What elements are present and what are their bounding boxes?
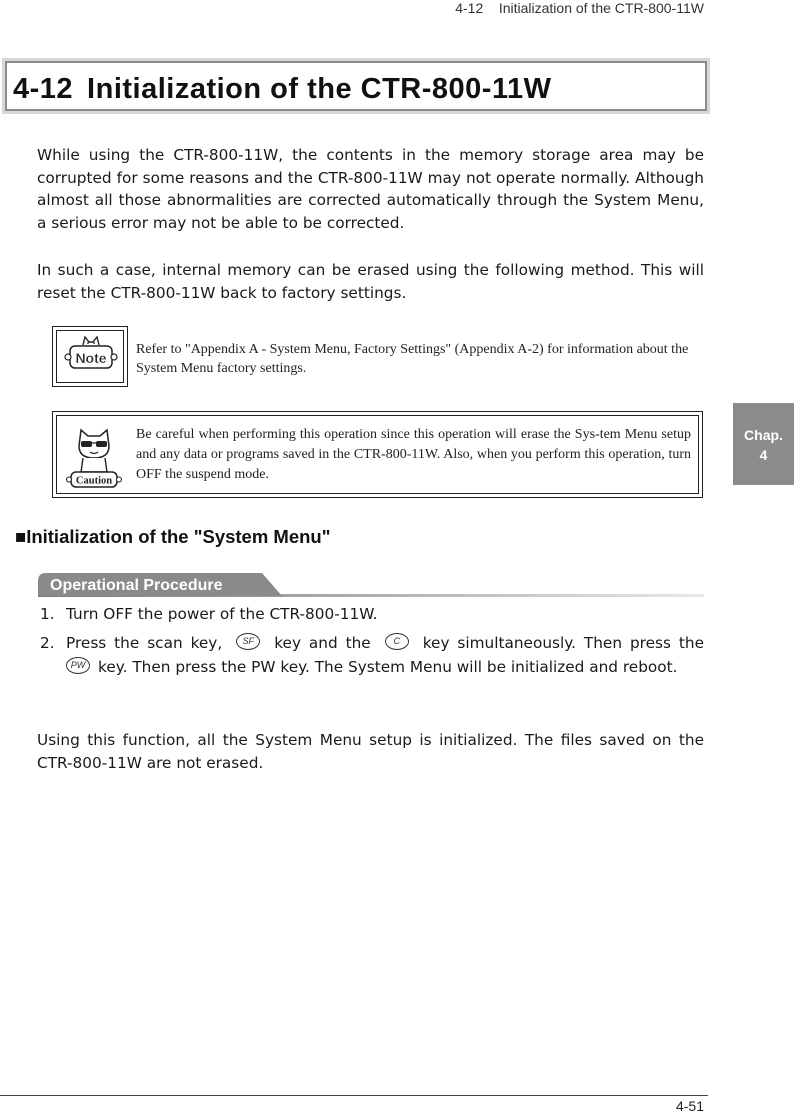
footer-divider: [0, 1095, 708, 1096]
section-bullet: ■: [15, 526, 27, 547]
chapter-tab: [733, 403, 794, 485]
page-title-box: [2, 58, 710, 114]
note-icon-frame: [56, 330, 124, 383]
running-header-section: 4-12: [455, 0, 484, 16]
procedure-step-2: [40, 631, 704, 679]
step-2-text-part-3: key simultaneously. Then press the: [422, 634, 704, 652]
running-header: [0, 0, 704, 16]
step-2-text-part-1: Press the scan key,: [66, 634, 223, 652]
closing-paragraph: Using this function, all the System Menu setup is initialized. The files saved on the CTR-800-11W are not erased.: [37, 731, 704, 772]
step-2-text-part-4: key. Then press the PW key. The System Menu will be initialized and reboot.: [98, 658, 678, 676]
pw-key-icon: PW: [66, 657, 90, 674]
note-icon-box: [52, 326, 128, 387]
page-number: 4-51: [675, 1098, 704, 1114]
step-number: 2.: [40, 634, 55, 652]
c-key-icon: C: [385, 633, 409, 650]
chapter-tab-label: Chap.: [744, 427, 783, 443]
step-number: 1.: [40, 605, 55, 623]
procedure-label: Operational Procedure: [50, 577, 223, 594]
section-heading-text: Initialization of the "System Menu": [26, 526, 331, 547]
step-2-text-part-2: key and the: [274, 634, 371, 652]
note-text: Refer to "Appendix A - System Menu, Factory Settings" (Appendix A-2) for information about the System Menu factory settings.: [136, 342, 689, 376]
procedure-step-1: [40, 602, 704, 626]
page-title: [13, 73, 551, 106]
note-icon-label: Note: [75, 350, 107, 366]
running-header-title: Initialization of the CTR-800-11W: [498, 0, 704, 16]
caution-icon-label: Caution: [75, 475, 113, 487]
page-title-text: Initialization of the CTR-800-11W: [87, 73, 552, 105]
page-title-number: 4-12: [13, 73, 74, 105]
note-icon: [57, 331, 125, 384]
step-text: Turn OFF the power of the CTR-800-11W.: [66, 605, 378, 623]
intro-paragraph-2: In such a case, internal memory can be erased using the following method. This will reset the CTR-800-11W back to factory settings.: [37, 261, 704, 302]
caution-text: Be careful when performing this operation since this operation will erase the Sys-tem Menu setup and any data or programs saved in the CTR-800-11W. Also, when you perform this operation, turn OFF the suspend mode.: [136, 427, 691, 482]
caution-icon: [59, 416, 129, 494]
sf-key-icon: SF: [236, 633, 260, 650]
chapter-tab-number: 4: [759, 447, 768, 463]
section-heading: [15, 526, 331, 548]
page-title-frame: [5, 61, 707, 111]
step-text: [66, 631, 704, 679]
intro-paragraph-1: While using the CTR-800-11W, the contents in the memory storage area may be corrupted for some reasons and the CTR-800-11W may not operate normally. Although almost all those abnormalities are corrected automatically through the System Menu, a serious error may not be able to be corrected.: [37, 146, 704, 232]
